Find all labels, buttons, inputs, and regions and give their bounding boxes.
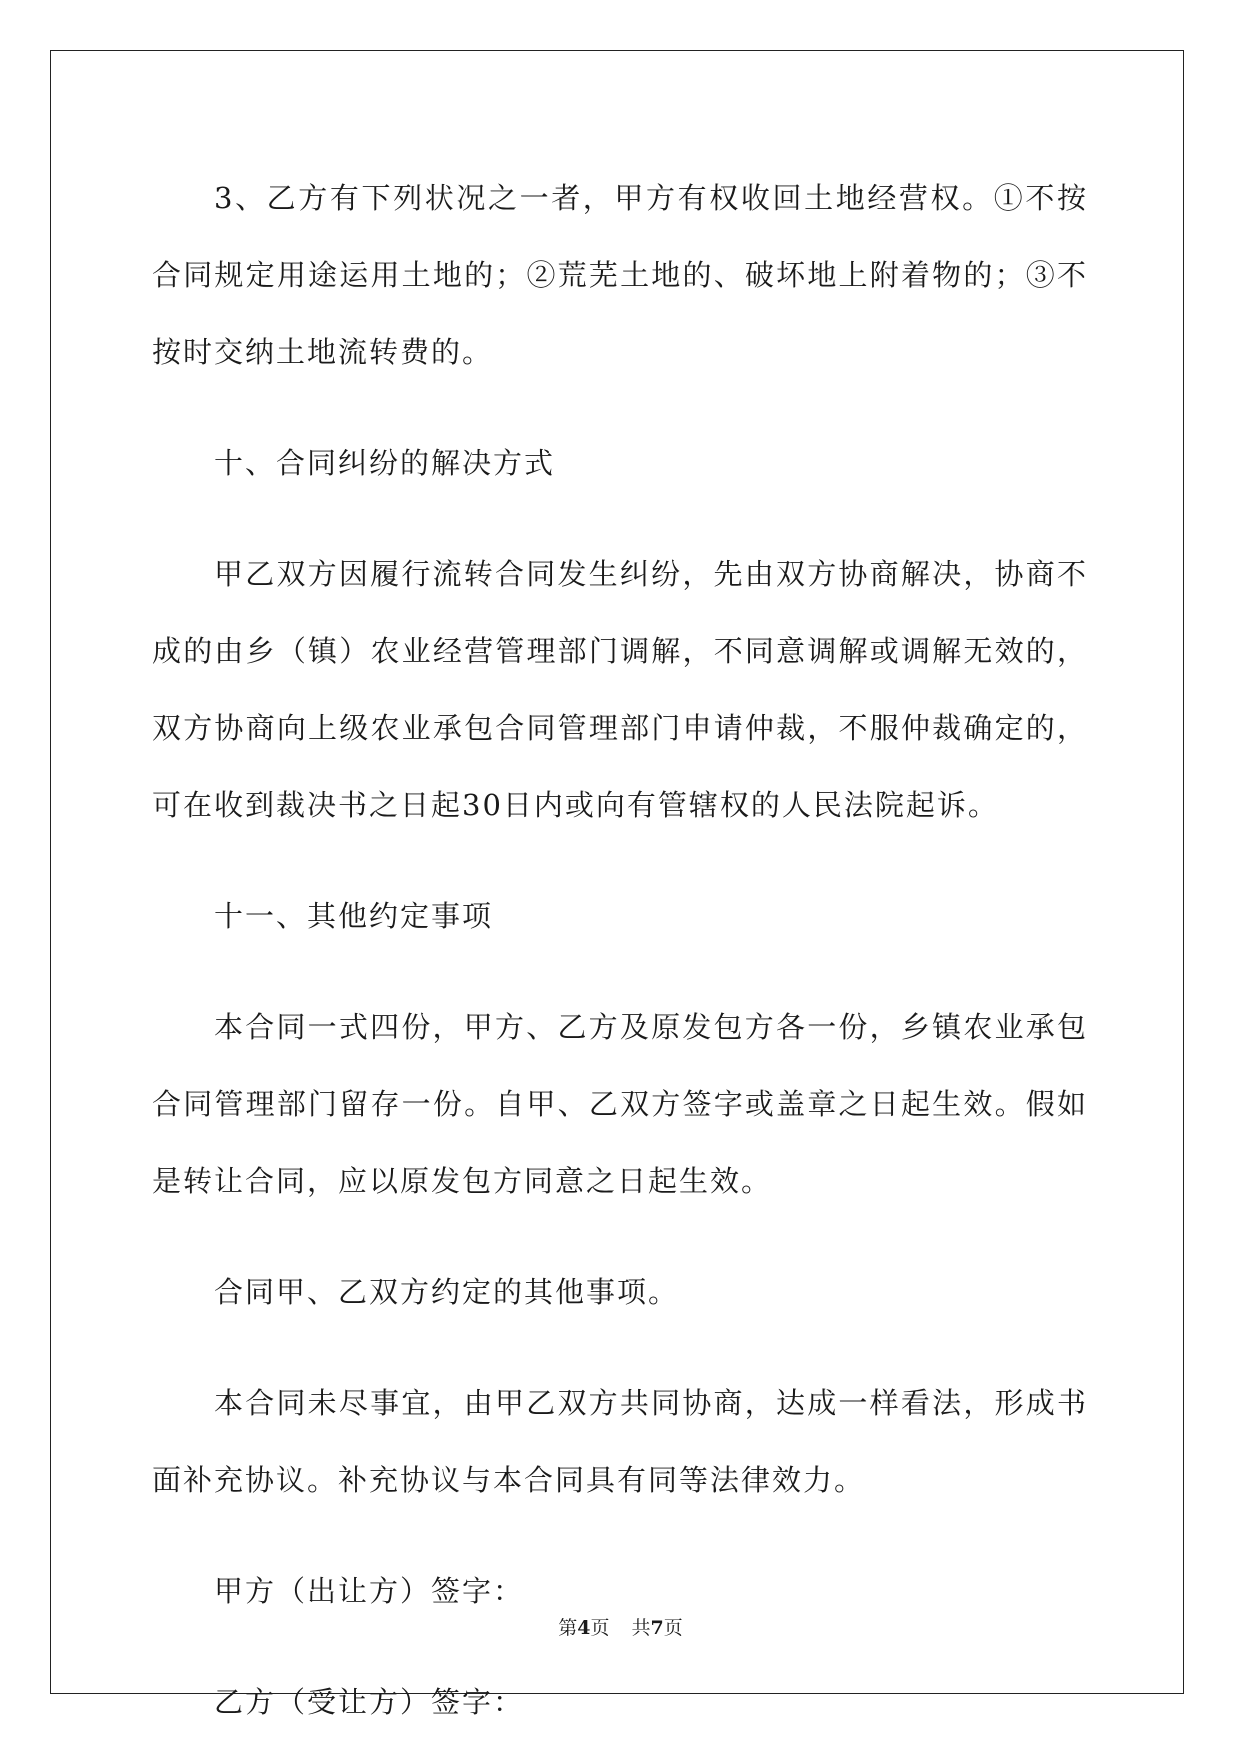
total-prefix: 共 — [631, 1617, 651, 1639]
page-footer — [0, 1613, 1241, 1640]
paragraph-other-agreed-matters: 合同甲、乙双方约定的其他事项。 — [214, 1275, 680, 1309]
paragraph-copies-effectiveness: 本合同一式四份，甲方、乙方及原发包方各一份，乡镇农业承包合同管理部门留存一份。自甲、乙双方签字或盖章之日起生效。假如是转让合同，应以原发包方同意之日起生效。 — [152, 1010, 1088, 1198]
paragraph-supplementary-agreement: 本合同未尽事宜，由甲乙双方共同协商，达成一样看法，形成书面补充协议。补充协议与本合同具有同等法律效力。 — [152, 1386, 1088, 1497]
heading-other-matters: 十一、其他约定事项 — [214, 899, 494, 933]
heading-dispute-resolution: 十、合同纠纷的解决方式 — [214, 446, 556, 480]
page-suffix: 页 — [590, 1617, 610, 1639]
signature-party-a: 甲方（出让方）签字： — [214, 1574, 525, 1608]
total-suffix: 页 — [663, 1617, 683, 1639]
signature-party-b: 乙方（受让方）签字： — [214, 1685, 525, 1719]
paragraph-dispute-resolution: 甲乙双方因履行流转合同发生纠纷，先由双方协商解决，协商不成的由乡（镇）农业经营管理部门调解，不同意调解或调解无效的，双方协商向上级农业承包合同管理部门申请仲裁，不服仲裁确定的，可在收到裁决书之日起30日内或向有管辖权的人民法院起诉。 — [152, 557, 1088, 822]
total-pages: 7 — [650, 1617, 664, 1639]
paragraph-clause-3: 3、乙方有下列状况之一者，甲方有权收回土地经营权。①不按合同规定用途运用土地的；②荒芜土地的、破坏地上附着物的；③不按时交纳土地流转费的。 — [152, 181, 1088, 369]
document-body — [152, 160, 1088, 1741]
page-prefix: 第 — [558, 1617, 578, 1639]
page-number: 4 — [577, 1617, 591, 1639]
